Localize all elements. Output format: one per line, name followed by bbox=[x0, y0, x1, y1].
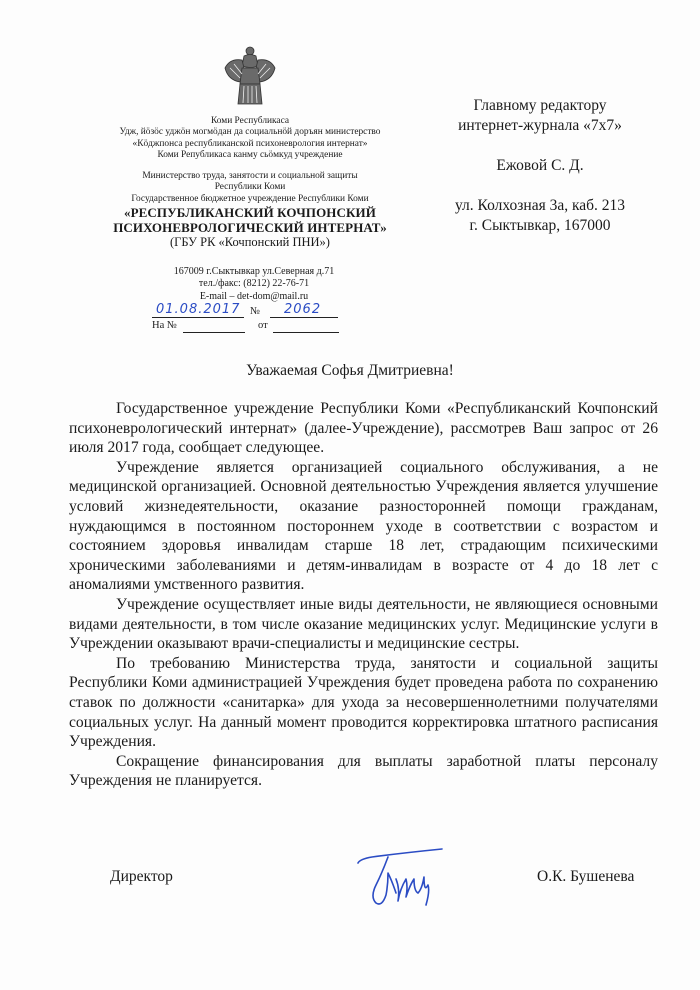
body-paragraph: Учреждение осуществляет иные виды деятельности, не являющиеся основными видами деятельности, в том числе оказание медицинских услуг. Медицинские услуги в Учреждении оказывают врачи-специалисты и медицинские сестры. bbox=[69, 595, 658, 653]
signatory-name: О.К. Бушенева bbox=[537, 868, 635, 885]
email-line: E-mail – det-dom@mail.ru bbox=[199, 290, 309, 302]
handwritten-number: 2062 bbox=[284, 302, 322, 317]
from-field-line bbox=[273, 320, 339, 333]
body-paragraph: Сокращение финансирования для выплаты заработной платы персоналу Учреждения не планируется. bbox=[69, 752, 658, 790]
number-label: № bbox=[250, 306, 261, 317]
org-short-name: (ГБУ РК «Кочпонский ПНИ») bbox=[170, 235, 330, 250]
org-name-line: «РЕСПУБЛИКАНСКИЙ КОЧПОНСКИЙ bbox=[124, 205, 376, 221]
ministry-line: Государственное бюджетное учреждение Республики Коми bbox=[131, 193, 369, 204]
letterhead-contacts bbox=[140, 266, 368, 303]
signatory-title: Директор bbox=[110, 868, 173, 885]
komi-line: Коми Республикаса bbox=[210, 116, 290, 126]
org-name-line: ПСИХОНЕВРОЛОГИЧЕСКИЙ ИНТЕРНАТ» bbox=[113, 220, 387, 236]
komi-line: «Кӧджпонса республиканской психоневрология интернат» bbox=[132, 138, 368, 149]
addressee-block bbox=[430, 96, 650, 236]
phone-line: тел./факс: (8212) 22-76-71 bbox=[198, 278, 310, 290]
komi-bird-emblem-icon bbox=[222, 44, 278, 108]
body-paragraph: По требованию Министерства труда, занятости и социальной защиты Республики Коми администрацией Учреждения будет проведена работа по сохранению ставок по должности «санитарка» для ухода за несовершеннолетними получателями социальных услуг. На данный момент проводится корректировка штатного расписания Учреждения. bbox=[69, 654, 658, 751]
reference-label: На № bbox=[152, 320, 177, 331]
handwritten-signature-icon bbox=[352, 845, 448, 915]
ministry-line: Министерство труда, занятости и социальной защиты bbox=[142, 171, 358, 182]
body-paragraph: Учреждение является организацией социального обслуживания, а не медицинской организацией. Основной деятельностью Учреждения является улучшение условий жизнедеятельности, оказание разносторонней помощи гражданам, нуждающимся в постоянном постороннем уходе в соответствии с возрастом и состоянием здоровья инвалидам старше 18 лет, страдающим психическими хроническими заболеваниями и детям-инвалидам в возрасте от 4 до 18 лет с аномалиями умственного развития. bbox=[69, 458, 658, 594]
addressee-address-line: г. Сыктывкар, 167000 bbox=[469, 217, 611, 234]
body-paragraph: Государственное учреждение Республики Коми «Республиканский Кочпонский психоневрологический интернат» (далее-Учреждение), рассмотрев Ваш запрос от 26 июля 2017 года, сообщает следующее. bbox=[69, 400, 658, 457]
address-line: 167009 г.Сыктывкар ул.Северная д.71 bbox=[173, 266, 335, 277]
greeting: Уважаемая Софья Дмитриевна! bbox=[246, 362, 454, 379]
komi-line: Удж, йӧзӧс уджӧн могмӧдан да социальнӧй доръян министерство bbox=[119, 127, 381, 138]
letterhead-organization bbox=[100, 116, 400, 250]
komi-line: Коми Републикаса канму сьӧмкуд учреждение bbox=[157, 149, 343, 160]
letter-body bbox=[69, 399, 658, 791]
addressee-line: Главному редактору bbox=[473, 97, 607, 114]
handwritten-date: 01.08.2017 bbox=[156, 302, 241, 317]
reference-field-line bbox=[183, 320, 245, 333]
from-label: от bbox=[258, 320, 268, 331]
addressee-address-line: ул. Колхозная 3а, каб. 213 bbox=[454, 197, 626, 214]
addressee-line: интернет-журнала «7х7» bbox=[458, 117, 622, 134]
ministry-line: Республики Коми bbox=[214, 182, 286, 193]
addressee-name: Ежовой С. Д. bbox=[496, 157, 584, 174]
